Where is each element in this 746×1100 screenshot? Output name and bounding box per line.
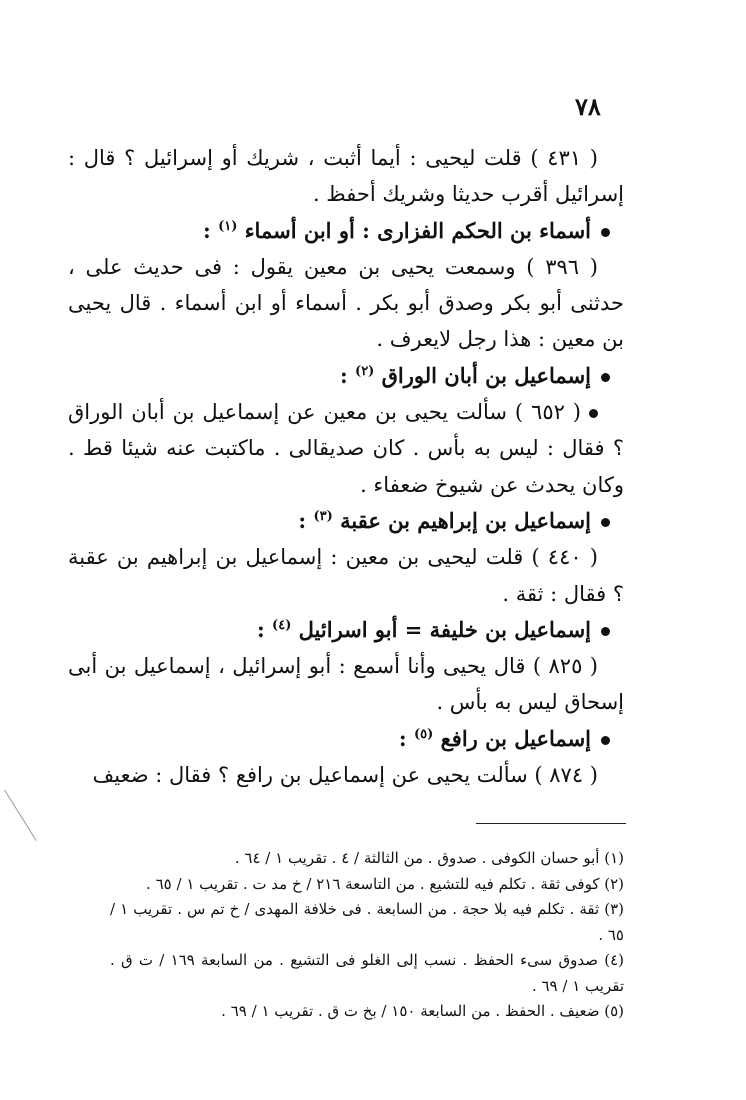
heading-rafi-colon: : [398,725,407,751]
footnote-ref-5: (٥) [414,726,434,742]
entry-652 [68,394,624,503]
heading-uqba-text: إسماعيل بن إبراهيم بن عقبة [340,507,591,533]
footnote-ref-4: (٤) [272,617,292,633]
heading-aban-colon: : [339,362,348,388]
entry-874: ( ٨٧٤ ) سألت يحيى عن إسماعيل بن رافع ؟ فقال : ضعيف [92,763,598,788]
heading-khalifa-text: إسماعيل بن خليفة = أبو اسرائيل [298,616,591,642]
heading-khalifa-colon: : [256,616,265,642]
heading-uqba [68,503,624,539]
heading-asma-colon: : [203,217,211,243]
footnote-ref-3: (٣) [313,508,333,524]
heading-rafi [68,721,624,757]
heading-asma [68,213,624,249]
entry-440: ( ٤٤٠ ) قلت ليحيى بن معين : إسماعيل بن إبراهيم بن عقبة ؟ فقال : ثقة . [68,545,624,606]
scan-artifact-line [4,789,37,840]
heading-uqba-colon: : [298,507,307,533]
entry-652-text: ( ٦٥٢ ) سألت يحيى بن معين عن إسماعيل بن أبان الوراق ؟ فقال : ليس به بأس . كان صديقالى . ماكتبت عنه شيئا قط . وكان يحدث عن شيوخ ضعفاء . [68,400,624,497]
bullet-icon [601,373,610,382]
bullet-icon [601,736,610,745]
footnote-3: (٣) ثقة . تكلم فيه بلا حجة . من السابعة . فى خلافة المهدى / خ تم س . تقريب ١ / ٦٥ . [110,900,624,944]
footnote-ref-1: (١) [218,218,238,234]
page-number: ٧٨ [575,92,601,121]
bullet-icon [601,228,610,237]
footnotes [110,846,624,1025]
footnote-2: (٢) كوفى ثقة . تكلم فيه للتشيع . من التاسعة ٢١٦ / خ مد ت . تقريب ١ / ٦٥ . [146,874,624,893]
footnote-divider [476,823,626,824]
heading-asma-text: أسماء بن الحكم الفزارى : أو ابن أسماء [244,217,591,243]
footnote-ref-2: (٢) [355,363,375,379]
entry-431: ( ٤٣١ ) قلت ليحيى : أيما أثبت ، شريك أو إسرائيل ؟ قال : إسرائيل أقرب حديثا وشريك أحفظ . [68,146,624,207]
footnote-4: (٤) صدوق سىء الحفظ . نسب إلى الغلو فى التشيع . من السابعة ١٦٩ / ت ق . تقريب ١ / ٦٩ . [110,951,624,995]
bullet-icon [589,409,598,418]
entry-396: ( ٣٩٦ ) وسمعت يحيى بن معين يقول : فى حديث على ، حدثنى أبو بكر وصدق أبو بكر . أسماء أو ابن أسماء . قال يحيى بن معين : هذا رجل لايعرف . [68,254,624,352]
entry-825: ( ٨٢٥ ) قال يحيى وأنا أسمع : أبو إسرائيل ، إسماعيل بن أبى إسحاق ليس به بأس . [68,654,624,715]
heading-rafi-text: إسماعيل بن رافع [440,725,591,751]
footnote-1: (١) أبو حسان الكوفى . صدوق . من الثالثة / ٤ . تقريب ١ / ٦٤ . [234,849,624,867]
heading-aban [68,358,624,394]
footnote-5: (٥) ضعيف . الحفظ . من السابعة ١٥٠ / بخ ت ق . تقريب ١ / ٦٩ . [221,1002,624,1020]
bullet-icon [601,627,610,636]
bullet-icon [601,518,610,527]
heading-khalifa [68,612,624,648]
body-text [68,140,624,793]
heading-aban-text: إسماعيل بن أبان الوراق [381,362,591,388]
